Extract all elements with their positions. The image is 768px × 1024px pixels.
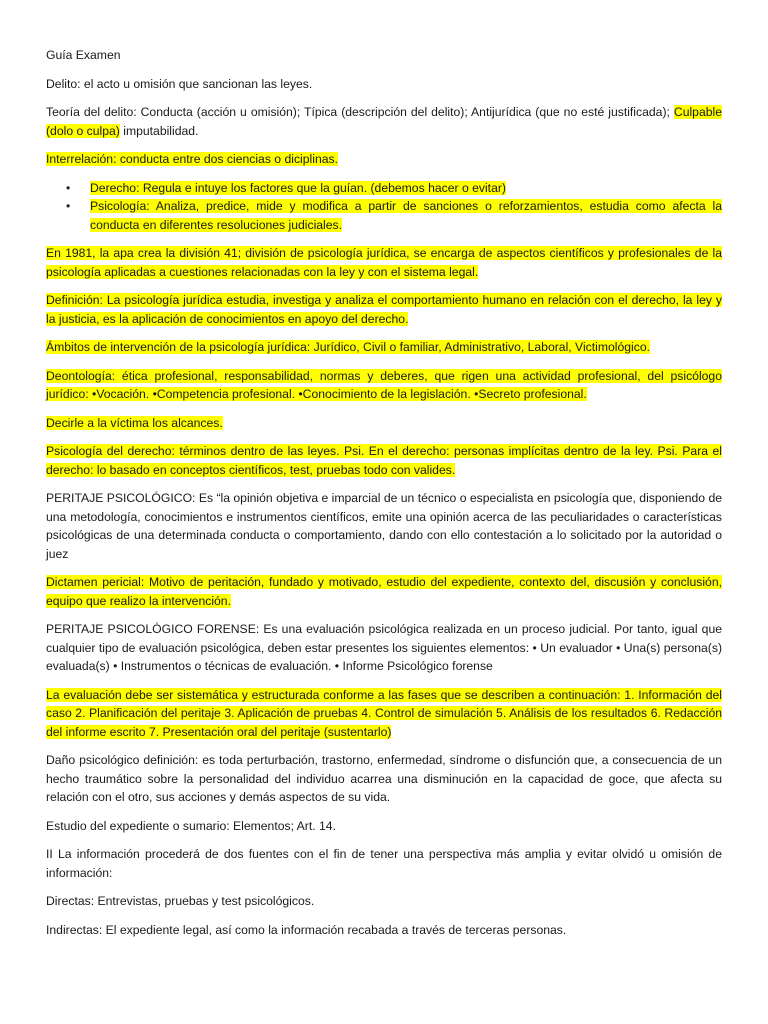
document-title: Guía Examen [46,48,121,62]
highlight-ambitos: Ámbitos de intervención de la psicología jurídica: Jurídico, Civil o familiar, Administrativo, Laboral, Victimológico. [46,340,651,354]
paragraph-dictamen [46,573,722,610]
highlight-psicologia-derecho: Psicología del derecho: términos dentro de las leyes. Psi. En el derecho: personas implícitas dentro de la ley. Psi. Para el derecho: lo basado en conceptos científicos, test, pruebas todo con valides. [46,444,722,477]
paragraph-teoria-delito [46,103,722,140]
bullet-list [46,179,722,235]
list-item-psicologia [46,197,722,234]
highlight-definicion: Definición: La psicología jurídica estudia, investiga y analiza el comportamiento humano en relación con el derecho, la ley y la justicia, es la aplicación de conocimientos en apoyo del derecho. [46,293,722,326]
paragraph-directas: Directas: Entrevistas, pruebas y test psicológicos. [46,894,315,908]
paragraph-interrelacion [46,150,722,169]
paragraph-estudio: Estudio del expediente o sumario: Elementos; Art. 14. [46,818,336,833]
list-item-derecho [46,179,722,198]
list-item-text: Psicología: Analiza, predice, mide y modifica a partir de sanciones o reforzamientos, estudia como afecta la conducta en diferentes resoluciones judiciales. [90,199,722,232]
paragraph-dano: Daño psicológico definición: es toda perturbación, trastorno, enfermedad, síndrome o disfunción que, a consecuencia de un hecho traumático sobre la personalidad del individuo acarrea una disminución en la capacidad de goce, que afecta su relación con el otro, sus acciones y demás aspectos de su vida. [46,753,722,804]
paragraph-informacion: II La información procederá de dos fuentes con el fin de tener una perspectiva más amplia y evitar olvidó u omisión de información: [46,847,722,880]
highlight-1981: En 1981, la apa crea la división 41; división de psicología jurídica, se encarga de aspectos científicos y profesionales de la psicología aplicadas a cuestiones relacionadas con la ley y con el sistema legal. [46,246,722,279]
interrelacion-highlight: Interrelación: conducta entre dos ciencias o diciplinas. [46,152,338,166]
paragraph-evaluacion [46,686,722,742]
highlight-evaluacion: La evaluación debe ser sistemática y estructurada conforme a las fases que se describen a continuación: 1. Información del caso 2. Planificación del peritaje 3. Aplicación de pruebas 4. Control de simulación 5. Análisis de los resultados 6. Redacción del informe escrito 7. Presentación oral del peritaje (sustentarlo) [46,687,722,739]
teoria-highlight-culpable: Culpable (dolo o culpa) [46,105,722,138]
highlight-deontologia: Deontología: ética profesional, responsabilidad, normas y deberes, que rigen una actividad profesional, del psicólogo jurídico: •Vocación. •Competencia profesional. •Conocimiento de la legislación. •Secreto profesional. [46,368,722,401]
paragraph-1981 [46,244,722,281]
bullet-icon: • [66,199,71,213]
paragraph-indirectas: Indirectas: El expediente legal, así como la información recabada a través de terceras personas. [46,922,567,937]
highlight-decirle: Decirle a la víctima los alcances. [46,415,223,430]
paragraph-peritaje: PERITAJE PSICOLÓGICO: Es “la opinión objetiva e imparcial de un técnico o especialista en psicología que, disponiendo de una metodología, conocimientos e instrumentos científicos, emite una opinión acerca de las peculiaridades o características psicológicas de una determinada conducta o comportamiento, dando con ello contestación a lo solicitado por la autoridad o juez [46,491,722,561]
bullet-icon: • [66,180,71,195]
paragraph-decirle [46,414,722,433]
highlight-dictamen: Dictamen pericial: Motivo de peritación, fundado y motivado, estudio del expediente, contexto del, discusión y conclusión, equipo que realizo la intervención. [46,575,722,608]
paragraph-psicologia-derecho [46,442,722,479]
paragraph-delito: Delito: el acto u omisión que sancionan las leyes. [46,76,313,91]
list-item-text: Derecho: Regula e intuye los factores que la guían. (debemos hacer o evitar) [90,180,506,195]
paragraph-deontologia [46,367,722,404]
paragraph-ambitos [46,338,722,357]
teoria-text-end: imputabilidad. [119,123,199,138]
paragraph-forense: PERITAJE PSICOLÓGICO FORENSE: Es una evaluación psicológica realizada en un proceso judicial. Por tanto, igual que cualquier tipo de evaluación psicológica, deben estar presentes los siguientes elementos: • Un evaluador • Una(s) persona(s) evaluada(s) • Instrumentos o técnicas de evaluación. • Informe Psicológico forense [46,622,722,673]
teoria-text: Teoría del delito: Conducta (acción u omisión); Típica (descripción del delito); Antijurídica (que no esté justificada); [46,105,674,119]
paragraph-definicion [46,291,722,328]
